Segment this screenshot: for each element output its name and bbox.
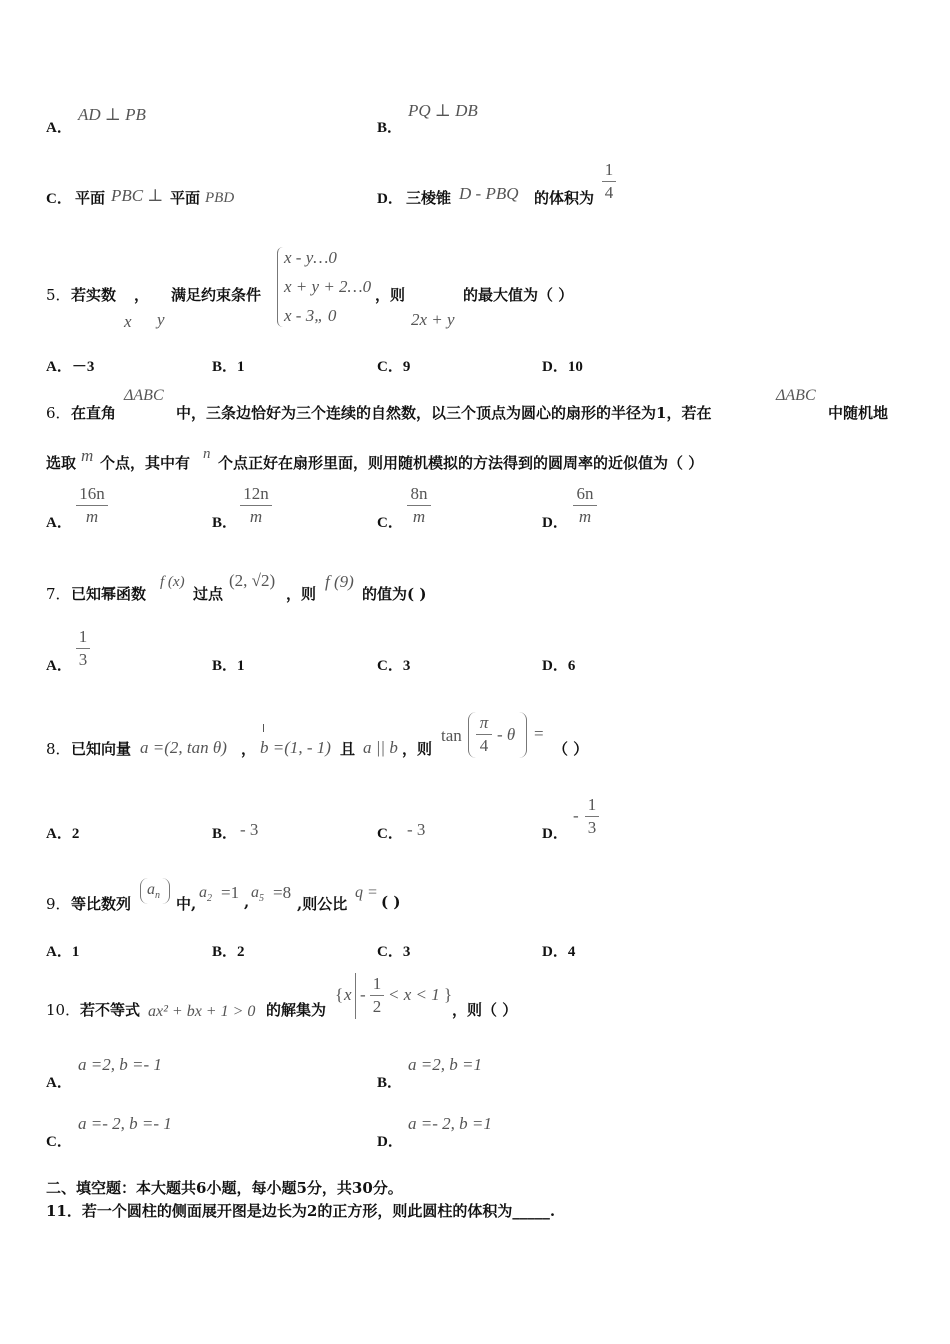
q6-var-n: n	[203, 446, 211, 462]
q7-option-c: C．3	[377, 658, 411, 674]
q6-c-fraction	[407, 484, 431, 527]
q8-c-val: - 3	[407, 820, 426, 839]
q10-set-open: {	[335, 985, 344, 1004]
q7-f9: f (9)	[325, 572, 354, 591]
q9-a5	[251, 884, 264, 904]
q7-text3: ，则	[286, 585, 317, 603]
q6-number: 6．	[46, 404, 71, 422]
q6-text1: 在直角	[71, 404, 117, 422]
q4-d-num: 1	[604, 160, 614, 179]
q5-option-a: A．－3	[46, 359, 95, 375]
q9-number: 9．	[46, 895, 71, 913]
q10-text1: 若不等式	[80, 1001, 141, 1019]
q9-option-c: C．3	[377, 944, 411, 960]
q4-c-expr2: PBD	[205, 190, 235, 206]
q10-rest: < x < 1	[388, 985, 440, 1004]
q8-text1: 已知向量	[71, 740, 132, 758]
q10-set-close: }	[444, 985, 453, 1004]
q10-d-label: D．	[377, 1134, 403, 1150]
q4-b-label: B．	[377, 120, 403, 136]
q6-d-den: m	[578, 507, 592, 526]
q7-text4: 的值为( )	[362, 585, 427, 603]
q7-number: 7．	[46, 585, 71, 603]
q8-text4: ，则	[402, 740, 433, 758]
q7-function: f (x)	[160, 574, 185, 590]
q4-c-text1: 平面	[75, 189, 106, 207]
q6-b-fraction	[240, 484, 272, 527]
q10-one: 1	[372, 974, 382, 993]
q9-option-b: B．2	[212, 944, 245, 960]
q9-comma: ,	[244, 893, 250, 911]
q4-a-expr: AD ⊥ PB	[78, 105, 146, 124]
q8-pi-fraction	[476, 713, 492, 756]
q8-text3: 且	[340, 740, 356, 758]
q5-option-c: C．9	[377, 359, 411, 375]
q9-seq	[147, 881, 160, 901]
q9-text4: ( )	[381, 893, 401, 911]
q4-d-expr: D - PBQ	[459, 184, 519, 203]
q5-constraint-1: x - y…0	[284, 248, 337, 267]
q6-d-fraction	[573, 484, 597, 527]
q9-q: q =	[355, 884, 378, 901]
q4-d-fraction	[602, 160, 616, 203]
q6-a-fraction	[76, 484, 108, 527]
q6-text2: 中，三条边恰好为三个连续的自然数，以三个顶点为圆心的扇形的半径为1，若在	[176, 404, 712, 422]
q5-objective: 2x + y	[411, 310, 455, 329]
q5-text2: 满足约束条件	[171, 286, 262, 304]
q10-b-expr: a =2, b =1	[408, 1055, 482, 1074]
q5-option-b: B．1	[212, 359, 245, 375]
q10-text2: 的解集为	[266, 1001, 327, 1019]
q4-c-text2: 平面	[170, 189, 201, 207]
q9-text3: ,则公比	[297, 895, 348, 913]
q4-d-text2: 的体积为	[534, 189, 595, 207]
fraction-bar	[573, 505, 597, 506]
q8-pi: π	[479, 713, 489, 732]
q7-option-b: B．1	[212, 658, 245, 674]
q5-number: 5．	[46, 286, 71, 304]
q6-b-num: 12n	[243, 484, 269, 503]
q7-a-den: 3	[78, 650, 88, 669]
q7-text1: 已知幂函数	[71, 585, 147, 603]
q8-vector-a: a =(2, tan θ)	[140, 738, 227, 757]
q10-number: 10．	[46, 1001, 81, 1019]
q5-var-y: y	[157, 310, 165, 329]
q6-text6: 个点正好在扇形里面，则用随机模拟的方法得到的圆周率的近似值为（ ）	[218, 454, 704, 472]
q8-inner: - θ	[497, 725, 516, 744]
q10-inequality: ax² + bx + 1 > 0	[148, 1003, 256, 1020]
q6-d-label: D．	[542, 515, 568, 531]
q6-c-label: C．	[377, 515, 403, 531]
q10-a-expr: a =2, b =- 1	[78, 1055, 162, 1074]
q8-d-num: 1	[587, 795, 597, 814]
q9-a2-val: =1	[221, 883, 240, 902]
q6-d-num: 6n	[576, 484, 594, 503]
q5-text3: ，则	[375, 286, 406, 304]
q8-b-val: - 3	[240, 820, 259, 839]
q9-seq-a: a	[147, 881, 155, 898]
q10-set-x: x	[344, 985, 352, 1004]
q9-a2	[199, 884, 212, 904]
q4-d-label: D．	[377, 191, 403, 207]
q10-two: 2	[372, 997, 382, 1016]
q9-a2-sub: 2	[207, 893, 212, 905]
q8-d-sign: -	[573, 806, 579, 825]
q5-text4: 的最大值为（ ）	[463, 286, 574, 304]
q6-b-label: B．	[212, 515, 238, 531]
q4-d-den: 4	[604, 183, 614, 202]
q5-var-x: x	[124, 312, 132, 331]
fraction-bar	[602, 181, 616, 182]
q5-comma: ，	[134, 286, 150, 304]
q11-text: 11．若一个圆柱的侧面展开图是边长为2的正方形，则此圆柱的体积为_____.	[46, 1202, 556, 1220]
q4-c-label: C．	[46, 191, 72, 207]
q4-a-label: A．	[46, 120, 72, 136]
section-heading: 二、填空题：本大题共6小题，每小题5分，共30分。	[46, 1179, 403, 1197]
q10-b-label: B．	[377, 1075, 403, 1091]
q8-vector-b: b =(1, - 1)	[260, 738, 331, 757]
q8-d-fraction	[585, 795, 599, 838]
q10-d-expr: a =- 2, b =1	[408, 1114, 492, 1133]
q8-number: 8．	[46, 740, 71, 758]
q8-c-label: C．	[377, 826, 403, 842]
q4-c-expr1: PBC ⊥	[111, 186, 164, 205]
q7-a-label: A．	[46, 658, 72, 674]
q6-a-label: A．	[46, 515, 72, 531]
q8-d-den: 3	[587, 818, 597, 837]
q6-triangle-2: ΔABC	[776, 387, 816, 404]
q10-text3: ，则（ ）	[452, 1001, 518, 1019]
q8-d-label: D．	[542, 826, 568, 842]
q6-text5: 个点，其中有	[100, 454, 191, 472]
q7-a-num: 1	[78, 627, 88, 646]
q6-text4: 选取	[46, 454, 77, 472]
q7-text2: 过点	[193, 585, 224, 603]
fraction-bar	[370, 995, 384, 996]
q8-b-label: B．	[212, 826, 238, 842]
q9-option-d: D．4	[542, 944, 576, 960]
q10-set-bar	[355, 973, 356, 1019]
q9-seq-sub: n	[155, 890, 160, 902]
fraction-bar	[240, 505, 272, 506]
q6-a-den: m	[85, 507, 99, 526]
q6-a-num: 16n	[79, 484, 105, 503]
q6-var-m: m	[81, 446, 94, 465]
q10-a-label: A．	[46, 1075, 72, 1091]
q5-option-d: D．10	[542, 359, 583, 375]
vector-arrow-icon	[263, 724, 265, 732]
q5-constraint-3: x - 3„ 0	[284, 306, 337, 325]
q5-constraint-2: x + y + 2…0	[284, 277, 372, 296]
q8-text2: ，	[241, 740, 257, 758]
q9-a5-sub: 5	[259, 893, 264, 905]
q8-parallel: a || b	[363, 738, 398, 757]
q6-text3: 中随机地	[828, 404, 889, 422]
q8-text5: （ ）	[553, 740, 589, 758]
q10-c-expr: a =- 2, b =- 1	[78, 1114, 172, 1133]
fraction-bar	[76, 648, 90, 649]
q8-tan: tan	[441, 726, 462, 745]
q9-a5-a: a	[251, 884, 259, 901]
q10-minus: -	[360, 985, 366, 1004]
fraction-bar	[585, 816, 599, 817]
q9-text2: 中,	[176, 895, 197, 913]
q7-option-d: D．6	[542, 658, 576, 674]
q8-eq: =	[534, 724, 544, 743]
q6-c-num: 8n	[410, 484, 428, 503]
q4-b-expr: PQ ⊥ DB	[408, 101, 478, 120]
q9-option-a: A．1	[46, 944, 80, 960]
q7-a-fraction	[76, 627, 90, 670]
q6-b-den: m	[249, 507, 263, 526]
q5-constraint-brace	[277, 247, 284, 327]
q5-text1: 若实数	[71, 286, 117, 304]
q8-four: 4	[479, 736, 489, 755]
fraction-bar	[476, 734, 492, 735]
q8-option-a: A．2	[46, 826, 80, 842]
q9-a5-val: =8	[273, 883, 292, 902]
q4-d-text1: 三棱锥	[406, 189, 452, 207]
q7-point: (2, √2)	[229, 571, 276, 590]
q10-half-fraction	[370, 974, 384, 1017]
q10-c-label: C．	[46, 1134, 72, 1150]
fraction-bar	[76, 505, 108, 506]
q6-c-den: m	[412, 507, 426, 526]
q9-a2-a: a	[199, 884, 207, 901]
fraction-bar	[407, 505, 431, 506]
q6-triangle: ΔABC	[124, 387, 164, 404]
q9-text1: 等比数列	[71, 895, 132, 913]
